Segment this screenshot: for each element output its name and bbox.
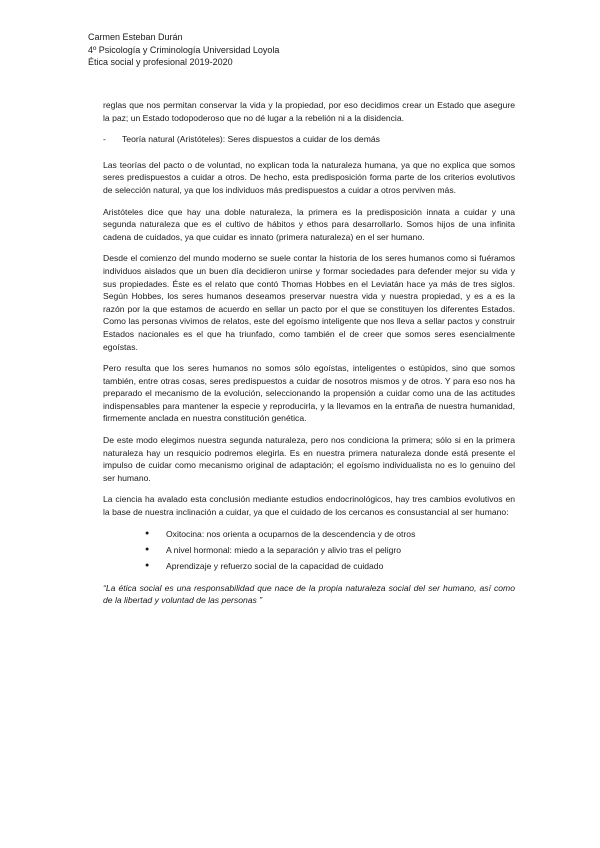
paragraph: Desde el comienzo del mundo moderno se suele contar la historia de los seres humanos como si fuéramos individuos aislados que un buen día decidieron unirse y formar sociedades para defender mejor su vida y sus propiedades. Éste es el relato que contó Thomas Hobbes en el Leviatán hace ya más de tres siglos. Según Hobbes, los seres humanos deseamos preservar nuestra vida y nuestra propiedad, y es a es la razón por la que estamos de acuerdo en sellar un pacto por el que se constituyen los diferentes Estados. Como las personas vivimos de relatos, este del egoísmo inteligente que nos lleva a sellar pactos y construir Estados nacionales es el que ha triunfado, como también el de creer que somos seres esencialmente egoístas. bbox=[103, 253, 515, 352]
subject-line: Ética social y profesional 2019-2020 bbox=[88, 57, 233, 67]
list-item-text: A nivel hormonal: miedo a la separación y alivio tras el peligro bbox=[166, 544, 402, 555]
list-item-text: Oxitocina: nos orienta a ocuparnos de la descendencia y de otros bbox=[166, 528, 416, 539]
paragraph: Las teorías del pacto o de voluntad, no explican toda la naturaleza humana, ya que no explica que somos seres predispuestos a cuidar a otros. De hecho, esta predisposición forma parte de los criterios evolutivos de selección natural, ya que los individuos más predispuestos a cuidar a otros perviven más. bbox=[103, 159, 515, 195]
bullet-list bbox=[103, 528, 515, 573]
author-name: Carmen Esteban Durán bbox=[88, 32, 183, 42]
paragraph: De este modo elegimos nuestra segunda naturaleza, pero nos condiciona la primera; sólo si en la primera naturaleza hay un resquicio podremos elegirla. Es en nuestra primera naturaleza donde está presente el impulso de cuidar como mecanismo original de adaptación; el egoísmo individualista no es lo genuino del ser humano. bbox=[103, 435, 515, 483]
bullet-icon: ● bbox=[145, 545, 150, 553]
list-item bbox=[145, 528, 515, 541]
list-item-text: Aprendizaje y refuerzo social de la capacidad de cuidado bbox=[166, 561, 384, 571]
list-item bbox=[145, 560, 515, 573]
paragraph: Pero resulta que los seres humanos no somos sólo egoístas, inteligentes o estúpidos, sino que somos también, entre otras cosas, seres predispuestos a cuidar de nosotros mismos y de otros. Y para eso nos ha preparado el mecanismo de la evolución, seleccionando la propensión a cuidar como una de las actitudes indispensables para mantener la especie y reproducirla, y la llevamos en la entraña de nuestra humanidad, firmemente anclada en nuestra constitución genética. bbox=[103, 363, 515, 424]
bullet-icon: ● bbox=[145, 529, 150, 537]
document-body bbox=[103, 99, 515, 616]
paragraph: Aristóteles dice que hay una doble naturaleza, la primera es la predisposición innata a cuidar y una segunda naturaleza que es el cultivo de hábitos y ethos para desarrollarlo. Somos hijos de una infinita cadena de cuidados, ya que cuidar es innato (primera naturaleza) en el ser humano. bbox=[103, 206, 515, 242]
intro-paragraph: reglas que nos permitan conservar la vida y la propiedad, por eso decidimos crear un Estado que asegure la paz; un Estado todopoderoso que no dé lugar a la rebelión ni a la disidencia. bbox=[103, 100, 515, 123]
bullet-icon: ● bbox=[145, 562, 150, 569]
course-line: 4º Psicología y Criminología Universidad Loyola bbox=[88, 44, 280, 55]
paragraph: La ciencia ha avalado esta conclusión mediante estudios endocrinológicos, hay tres cambios evolutivos en la base de nuestra inclinación a cuidar, ya que el cuidado de los cercanos es consustancial al ser humano: bbox=[103, 494, 515, 518]
section-heading bbox=[103, 133, 515, 146]
closing-quote: “La ética social es una responsabilidad que nace de la propia naturaleza social del ser humano, así como de la libertad y voluntad de las personas ” bbox=[103, 582, 515, 606]
dash-marker: - bbox=[103, 134, 106, 145]
document-header bbox=[88, 31, 279, 69]
section-title: Teoría natural (Aristóteles): Seres dispuestos a cuidar de los demás bbox=[122, 134, 380, 145]
list-item bbox=[145, 544, 515, 557]
